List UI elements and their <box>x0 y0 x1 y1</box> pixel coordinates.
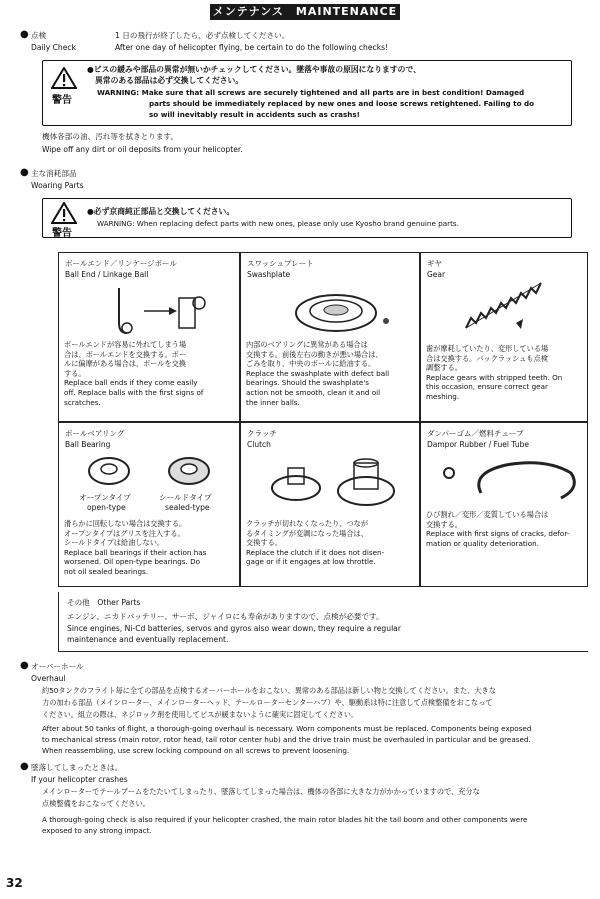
other-parts-title: その他 Other Parts <box>67 598 141 607</box>
part-line: 交換する。 <box>246 538 282 548</box>
fuel-tube-illustration-icon <box>431 453 581 508</box>
part-cell-gear <box>420 252 588 422</box>
part-line: 合は、ボールエンドを交換する。ボー <box>64 349 187 359</box>
part-title-en: Swashplate <box>247 270 291 279</box>
part-line: オープンタイプはグリスを注入する。 <box>64 528 185 538</box>
overhaul-jp-3: ください。組立の際は、ネジロック剤を使用してビスが緩まないように確実に固定してください。 <box>42 710 359 719</box>
bullet-daily-check: ● <box>20 29 29 40</box>
wearing-warning-en: WARNING: When replacing defect parts with new ones, please only use Kyosho brand genuine parts. <box>97 219 459 228</box>
page-title: メンテナンス MAINTENANCE <box>210 4 400 20</box>
part-line: 滑らかに回転しない場合は交換する。 <box>64 519 187 528</box>
daily-check-desc-en: After one day of helicopter flying, be certain to do the following checks! <box>115 43 389 52</box>
open-type-jp: オープンタイプ <box>79 493 131 502</box>
part-body <box>246 340 389 407</box>
part-line: Replace the swashplate with defect ball <box>246 368 390 378</box>
part-cell-ball-bearing <box>58 422 240 587</box>
part-line: 歯が摩耗していたり、変形している場 <box>426 344 549 353</box>
other-parts-en-1: Since engines, Ni-Cd batteries, servos and gyros also wear down, they require a regular <box>67 624 401 633</box>
part-cell-clutch <box>240 422 420 587</box>
part-title-jp: ボールエンド／リンケージボール <box>65 259 177 268</box>
part-line: this occasion, ensure correct gear <box>426 382 548 392</box>
part-body <box>64 519 206 577</box>
part-title-jp: スワッシュプレート <box>247 259 314 268</box>
overhaul-en: Overhaul <box>31 674 66 683</box>
part-body <box>64 340 203 407</box>
daily-check-desc-jp: 1 日の飛行が終了したら、必ず点検してください。 <box>115 31 290 40</box>
wipe-en: Wipe off any dirt or oil deposits from your helicopter. <box>42 145 243 154</box>
part-title-en: Ball End / Linkage Ball <box>65 270 149 279</box>
wipe-jp: 機体各部の油、汚れ等を拭きとります。 <box>42 132 179 141</box>
part-line: ひび割れ／変形／変質している場合は <box>426 510 549 519</box>
swashplate-illustration-icon <box>291 283 401 338</box>
part-line: Replace ball ends if they come easily <box>64 378 198 388</box>
crash-jp-2: 点検整備をおこなってください。 <box>42 799 150 808</box>
warning-label: 警告 <box>52 95 72 106</box>
part-body <box>426 344 562 402</box>
part-line: the inner balls. <box>246 397 300 407</box>
part-line: ボールエンドが容易に外れてしまう場 <box>64 340 187 349</box>
part-line: 調整する。 <box>426 363 462 373</box>
part-line: bearings. Should the swashplate's <box>246 378 370 388</box>
other-parts-jp: エンジン、ニカドバッテリー、サーボ、ジャイロにも寿命がありますので、点検が必要です。 <box>67 612 384 621</box>
part-title-en: Clutch <box>247 440 271 449</box>
overhaul-jp-2: 力の加わる部品（メインローター、メインローターヘッド、テールローターセンターハブ）や、駆動系は特に注意して点検整備をおこなって <box>42 698 493 707</box>
part-line: gage or if it engages at low throttle. <box>246 557 376 567</box>
crash-en-1: A thorough-going check is also required if your helicopter crashed, the main rotor blades hit the tail boom and other components were <box>42 815 528 824</box>
part-line: 内部のベアリングに異常がある場合は <box>246 340 368 349</box>
overhaul-en-2: to mechanical stress (main rotor, rotor head, tail rotor center hub) and the drive train must be overhauled in particular and be greased. <box>42 735 531 744</box>
wearing-en: Woaring Parts <box>31 181 84 190</box>
overhaul-jp-1: 約50タンクのフライト毎に全ての部品を点検するオーバーホールをおこない、異常のある部品は新しい物と交換してください。また、大きな <box>42 686 496 695</box>
sealed-type-jp: シールドタイプ <box>159 493 212 502</box>
crash-jp: 墜落してしまったときは。 <box>31 763 123 772</box>
warning-jp-1: ●ビスの緩みや部品の異常が無いかチェックしてください。墜落や事故の原因になりますので、 <box>87 65 421 74</box>
overhaul-jp: オーバーホール <box>31 662 84 671</box>
wearing-warning-jp: ●必ず京商純正部品と交換してください。 <box>87 207 235 216</box>
warning-box-wearing <box>42 198 572 238</box>
open-type-en: open-type <box>87 503 126 512</box>
overhaul-en-1: After about 50 tanks of flight, a thorough-going overhaul is necessary. Worn components must be replaced. Components being exposed <box>42 724 532 733</box>
page-number: 32 <box>6 876 23 890</box>
bearing-illustration-icon <box>81 453 231 493</box>
part-line: する。 <box>64 368 86 378</box>
part-title-jp: ダンパーゴム／燃料チューブ <box>427 429 524 438</box>
part-line: るタイミングが変調になった場合は、 <box>246 528 368 538</box>
bullet-overhaul: ● <box>20 660 29 671</box>
part-cell-damper-rubber <box>420 422 588 587</box>
part-title-jp: クラッチ <box>247 429 277 438</box>
sealed-type-en: sealed-type <box>165 503 210 512</box>
daily-check-en: Daily Check <box>31 43 76 52</box>
part-line: 交換する。前後左右の動きが悪い場合は、 <box>246 349 383 359</box>
warning-en-1: WARNING: Make sure that all screws are securely tightened and all parts are in best condition! Damaged <box>97 88 525 97</box>
crash-en: If your helicopter crashes <box>31 775 128 784</box>
part-line: action not be smooth, clean it and oil <box>246 387 381 397</box>
part-line: scratches. <box>64 397 101 407</box>
part-line: mation or quality deterioration. <box>426 538 539 548</box>
part-title-jp: ボールベアリング <box>65 429 125 438</box>
warning-en-2: parts should be immediately replaced by new ones and loose screws retightened. Failing to do <box>149 99 535 108</box>
part-line: 交換する。 <box>426 519 462 529</box>
clutch-illustration-icon <box>266 453 406 515</box>
warning-label: 警告 <box>52 228 72 239</box>
daily-check-jp: 点検 <box>31 31 47 40</box>
crash-jp-1: メインローターでテールブームをたたいてしまったり、墜落してしまった場合は、機体の各部に大きな力がかかっていますので、充分な <box>42 787 480 796</box>
bullet-wearing: ● <box>20 167 29 178</box>
other-parts-box <box>58 592 588 652</box>
warning-triangle-icon <box>51 67 77 89</box>
part-line: Replace gears with stripped teeth. On <box>426 372 563 382</box>
part-line: meshing. <box>426 391 460 401</box>
overhaul-en-3: When reassembling, use screw locking compound on all screws to prevent loosening. <box>42 746 350 755</box>
part-body <box>426 510 569 548</box>
part-line: シールドタイプは給油しない。 <box>64 538 165 548</box>
part-title-en: Dampor Rubber / Fuel Tube <box>427 440 529 449</box>
wearing-jp: 主な消耗部品 <box>31 169 77 178</box>
ball-end-illustration-icon <box>99 283 219 338</box>
part-line: クラッチが切れなくなったり、つなが <box>246 519 369 528</box>
part-line: Replace ball bearings if their action has <box>64 547 207 557</box>
part-cell-ball-end <box>58 252 240 422</box>
part-body <box>246 519 384 567</box>
part-line: Replace the clutch if it does not disen- <box>246 547 385 557</box>
part-line: ごみを取り、中央のボールに給油する。 <box>246 359 376 369</box>
bullet-crash: ● <box>20 761 29 772</box>
part-line: worsened. Oil open-type bearings. Do <box>64 557 201 567</box>
part-line: not oil sealed bearings. <box>64 566 149 576</box>
warning-jp-2: 異常のある部品は必ず交換してください。 <box>95 76 244 85</box>
gear-illustration-icon <box>461 273 571 338</box>
part-title-en: Ball Bearing <box>65 440 111 449</box>
part-title-en: Gear <box>427 270 446 279</box>
warning-triangle-icon <box>51 202 77 224</box>
part-line: 合は交換する。バックラッシュも点検 <box>426 353 548 363</box>
part-title-jp: ギヤ <box>427 259 442 268</box>
warning-en-3: so will inevitably result in accidents such as crashs! <box>149 110 360 119</box>
crash-en-2: exposed to any strong impact. <box>42 826 152 835</box>
part-line: off. Replace balls with the first signs of <box>64 387 204 397</box>
warning-box-daily <box>42 60 572 126</box>
part-line: Replace with first signs of cracks, defor- <box>426 529 570 539</box>
part-line: ルに偏摩がある場合は、ボールを交換 <box>64 359 187 369</box>
other-parts-en-2: maintenance and eventually replacement. <box>67 635 229 644</box>
part-cell-swashplate <box>240 252 420 422</box>
